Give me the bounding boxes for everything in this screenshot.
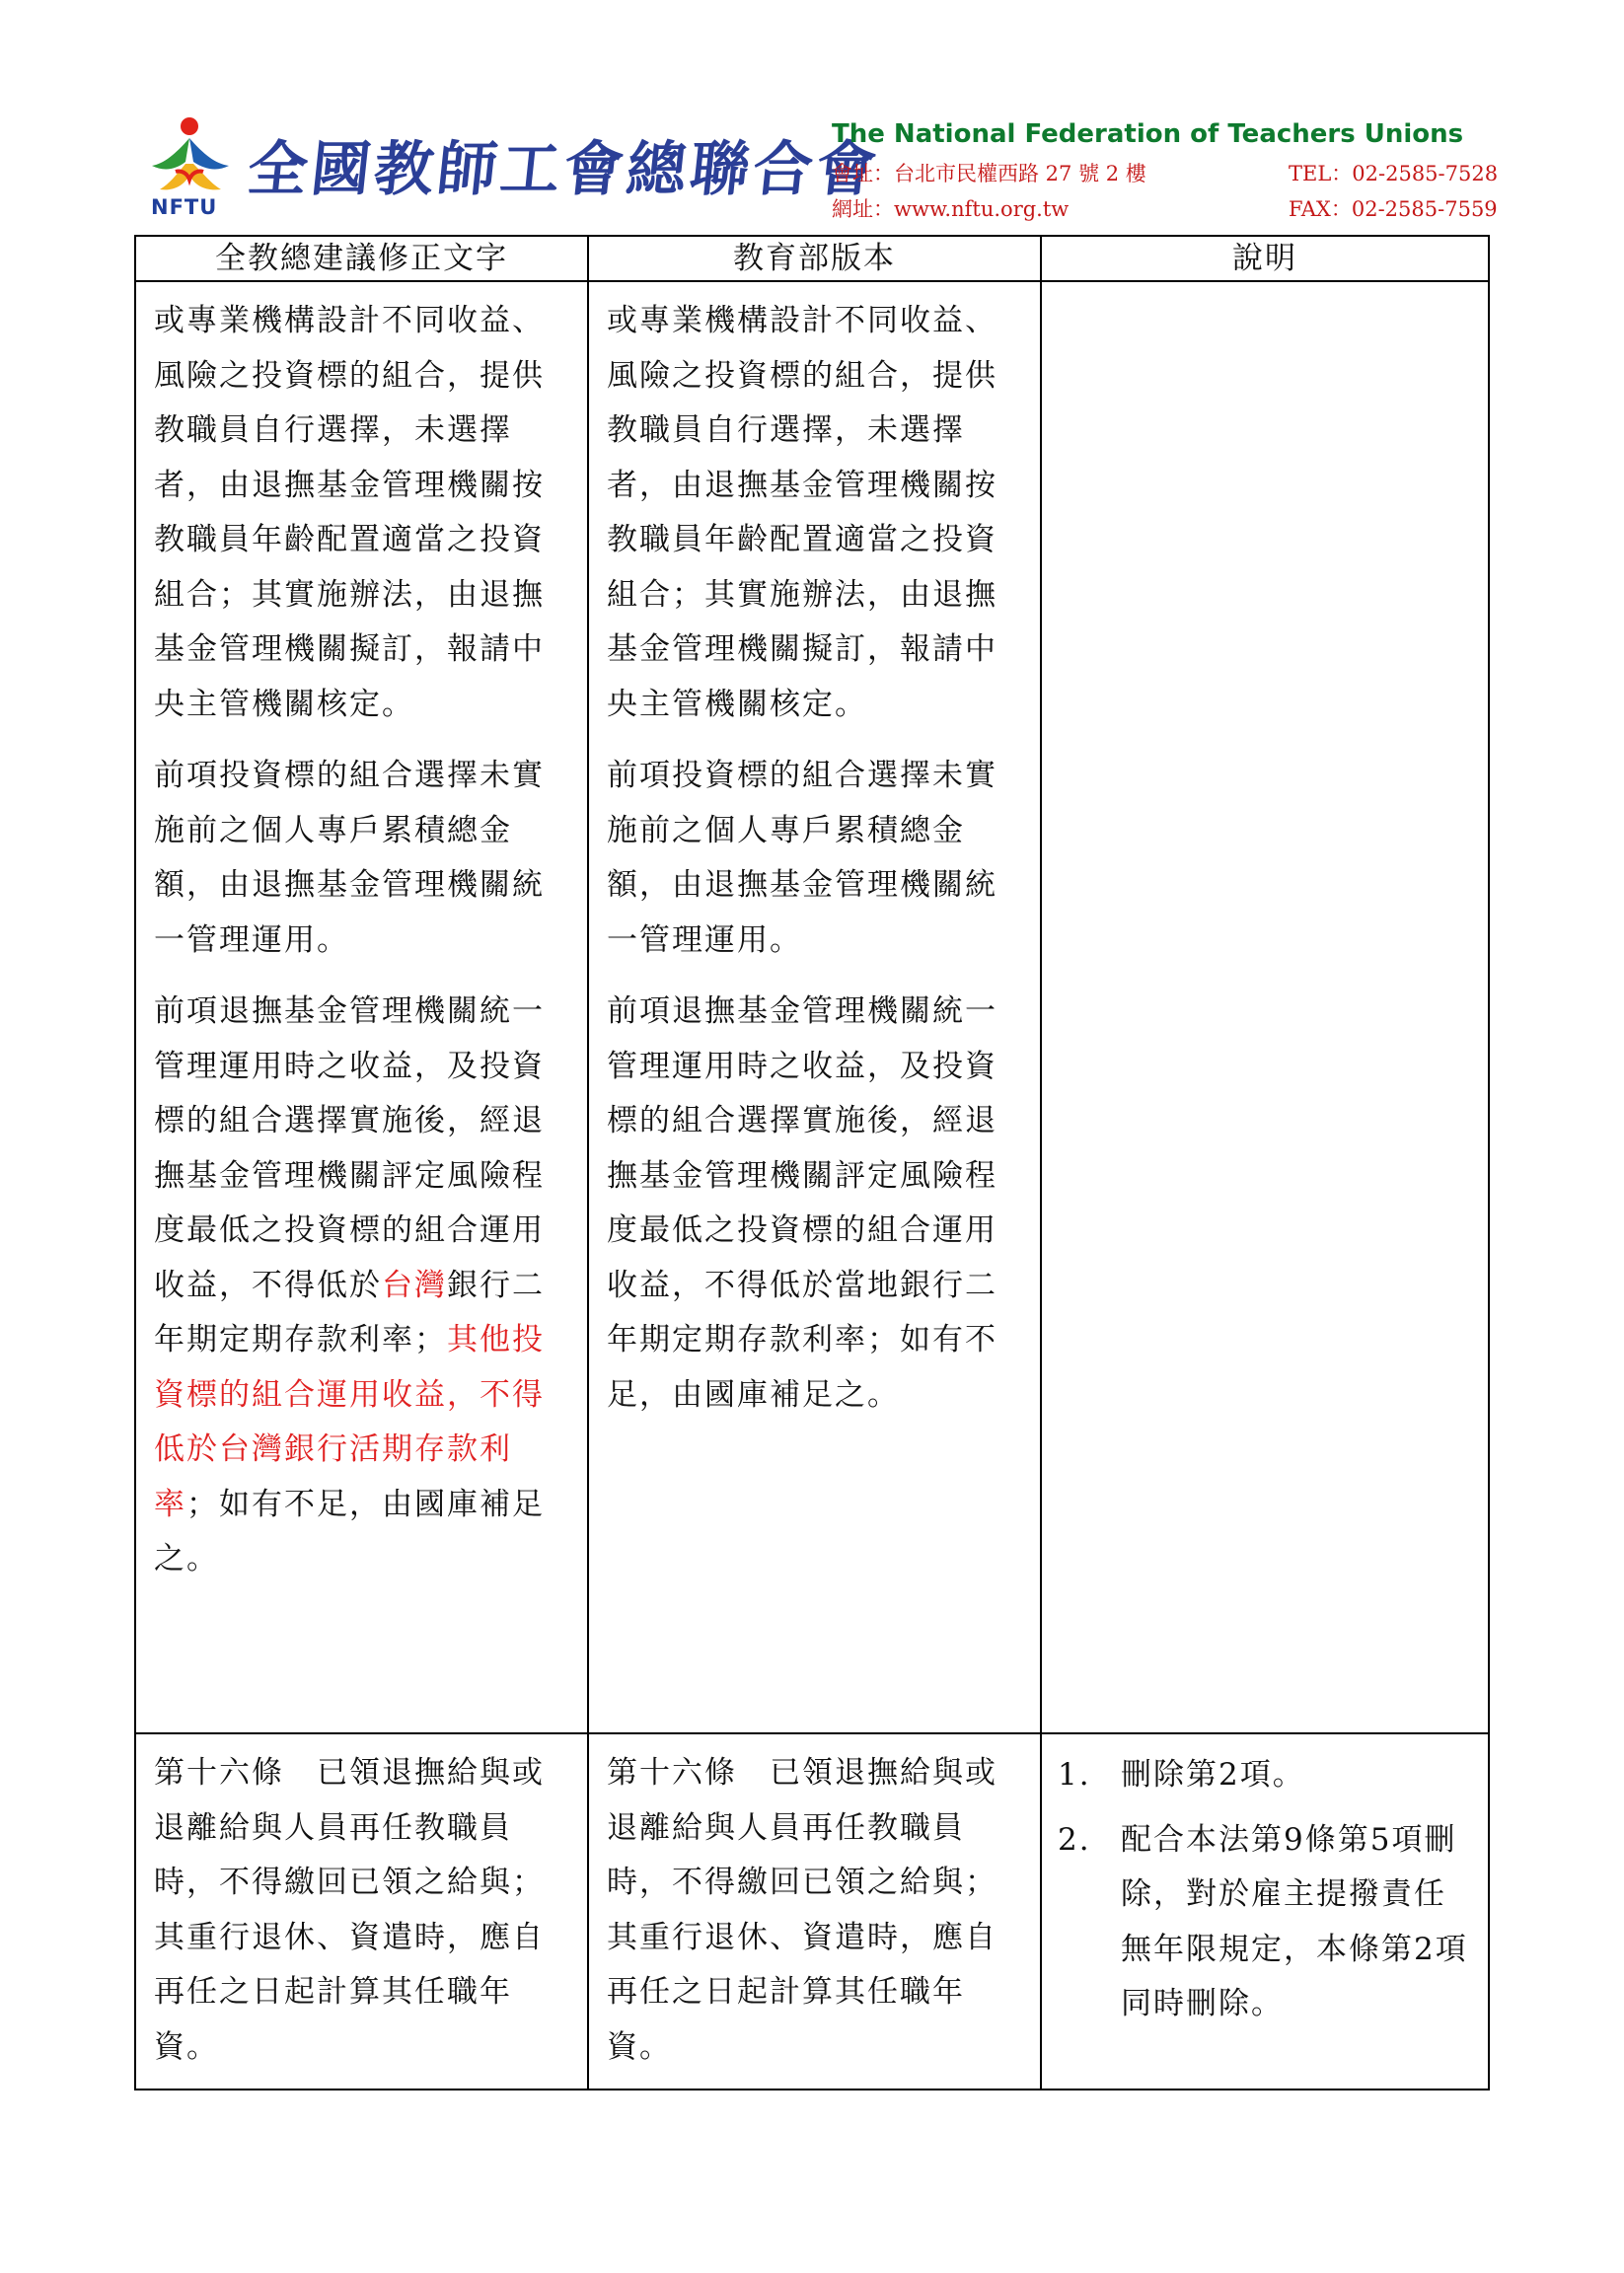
text-segment: ；如有不足，由國庫補足之。 bbox=[154, 1486, 545, 1576]
paragraph: 或專業機構設計不同收益、風險之投資標的組合，提供教職員自行選擇，未選擇者，由退撫基金管理機關按教職員年齡配置適當之投資組合；其實施辦法，由退撫基金管理機關擬訂，報請中央主管機關核定。 bbox=[154, 303, 545, 722]
note-cell bbox=[1041, 281, 1489, 1733]
org-name-english: The National Federation of Teachers Unions bbox=[832, 119, 1464, 149]
note-item bbox=[1058, 1813, 1474, 2032]
moe-cell bbox=[588, 1733, 1041, 2090]
highlighted-text: 其他投資標的組合運用收益，不得低於台灣銀行活期存款利率 bbox=[154, 1322, 545, 1522]
letterhead bbox=[0, 0, 1624, 221]
column-header-nftu: 全教總建議修正文字 bbox=[135, 236, 588, 281]
telephone: TEL：02-2585-7528 bbox=[1289, 162, 1499, 185]
fax-number: FAX：02-2585-7559 bbox=[1289, 197, 1498, 221]
table-row bbox=[135, 1733, 1489, 2090]
note-text: 配合本法第9條第5項刪除，對於雇主提撥責任無年限規定，本條第2項同時刪除。 bbox=[1121, 1821, 1468, 2021]
comparison-table bbox=[134, 235, 1490, 2090]
paragraph: 或專業機構設計不同收益、風險之投資標的組合，提供教職員自行選擇，未選擇者，由退撫基金管理機關按教職員年齡配置適當之投資組合；其實施辦法，由退撫基金管理機關擬訂，報請中央主管機關核定。 bbox=[607, 303, 997, 722]
note-text: 刪除第2項。 bbox=[1121, 1757, 1305, 1793]
note-number: 1. bbox=[1058, 1757, 1091, 1793]
logo-text: NFTU bbox=[151, 195, 218, 219]
text-segment: 銀行二年期定期存款利率； bbox=[154, 1267, 545, 1357]
note-cell bbox=[1041, 1733, 1489, 2090]
nftu-cell bbox=[135, 1733, 588, 2090]
website: 網址：www.nftu.org.tw bbox=[832, 197, 1070, 221]
paragraph: 第十六條 已領退撫給與或退離給與人員再任教職員時，不得繳回已領之給與；其重行退休、資遣時，應自再任之日起計算其任職年資。 bbox=[607, 1755, 997, 2065]
column-header-moe: 教育部版本 bbox=[588, 236, 1041, 281]
table-header-row bbox=[135, 236, 1489, 281]
moe-cell bbox=[588, 281, 1041, 1733]
table-row bbox=[135, 281, 1489, 1733]
note-item bbox=[1058, 1748, 1474, 1803]
address: 會址：台北市民權西路 27 號 2 樓 bbox=[832, 162, 1146, 185]
text-segment: 前項退撫基金管理機關統一管理運用時之收益，及投資標的組合選擇實施後，經退撫基金管理機關評定風險程度最低之投資標的組合運用收益，不得低於 bbox=[154, 993, 545, 1303]
column-header-note: 說明 bbox=[1041, 236, 1489, 281]
highlighted-text: 台灣 bbox=[382, 1267, 447, 1303]
paragraph: 前項投資標的組合選擇未實施前之個人專戶累積總金額，由退撫基金管理機關統一管理運用。 bbox=[607, 758, 997, 958]
nftu-cell bbox=[135, 281, 588, 1733]
paragraph: 第十六條 已領退撫給與或退離給與人員再任教職員時，不得繳回已領之給與；其重行退休、資遣時，應自再任之日起計算其任職年資。 bbox=[154, 1755, 545, 2065]
paragraph bbox=[154, 985, 573, 1587]
note-text bbox=[1042, 282, 1488, 308]
note-number: 2. bbox=[1058, 1821, 1091, 1858]
org-name-chinese: 全國教師工會總聯合會 bbox=[244, 135, 884, 204]
paragraph: 前項退撫基金管理機關統一管理運用時之收益，及投資標的組合選擇實施後，經退撫基金管理機關評定風險程度最低之投資標的組合運用收益，不得低於當地銀行二年期定期存款利率；如有不足，由國庫補足之。 bbox=[607, 993, 997, 1413]
paragraph: 前項投資標的組合選擇未實施前之個人專戶累積總金額，由退撫基金管理機關統一管理運用。 bbox=[154, 758, 545, 958]
